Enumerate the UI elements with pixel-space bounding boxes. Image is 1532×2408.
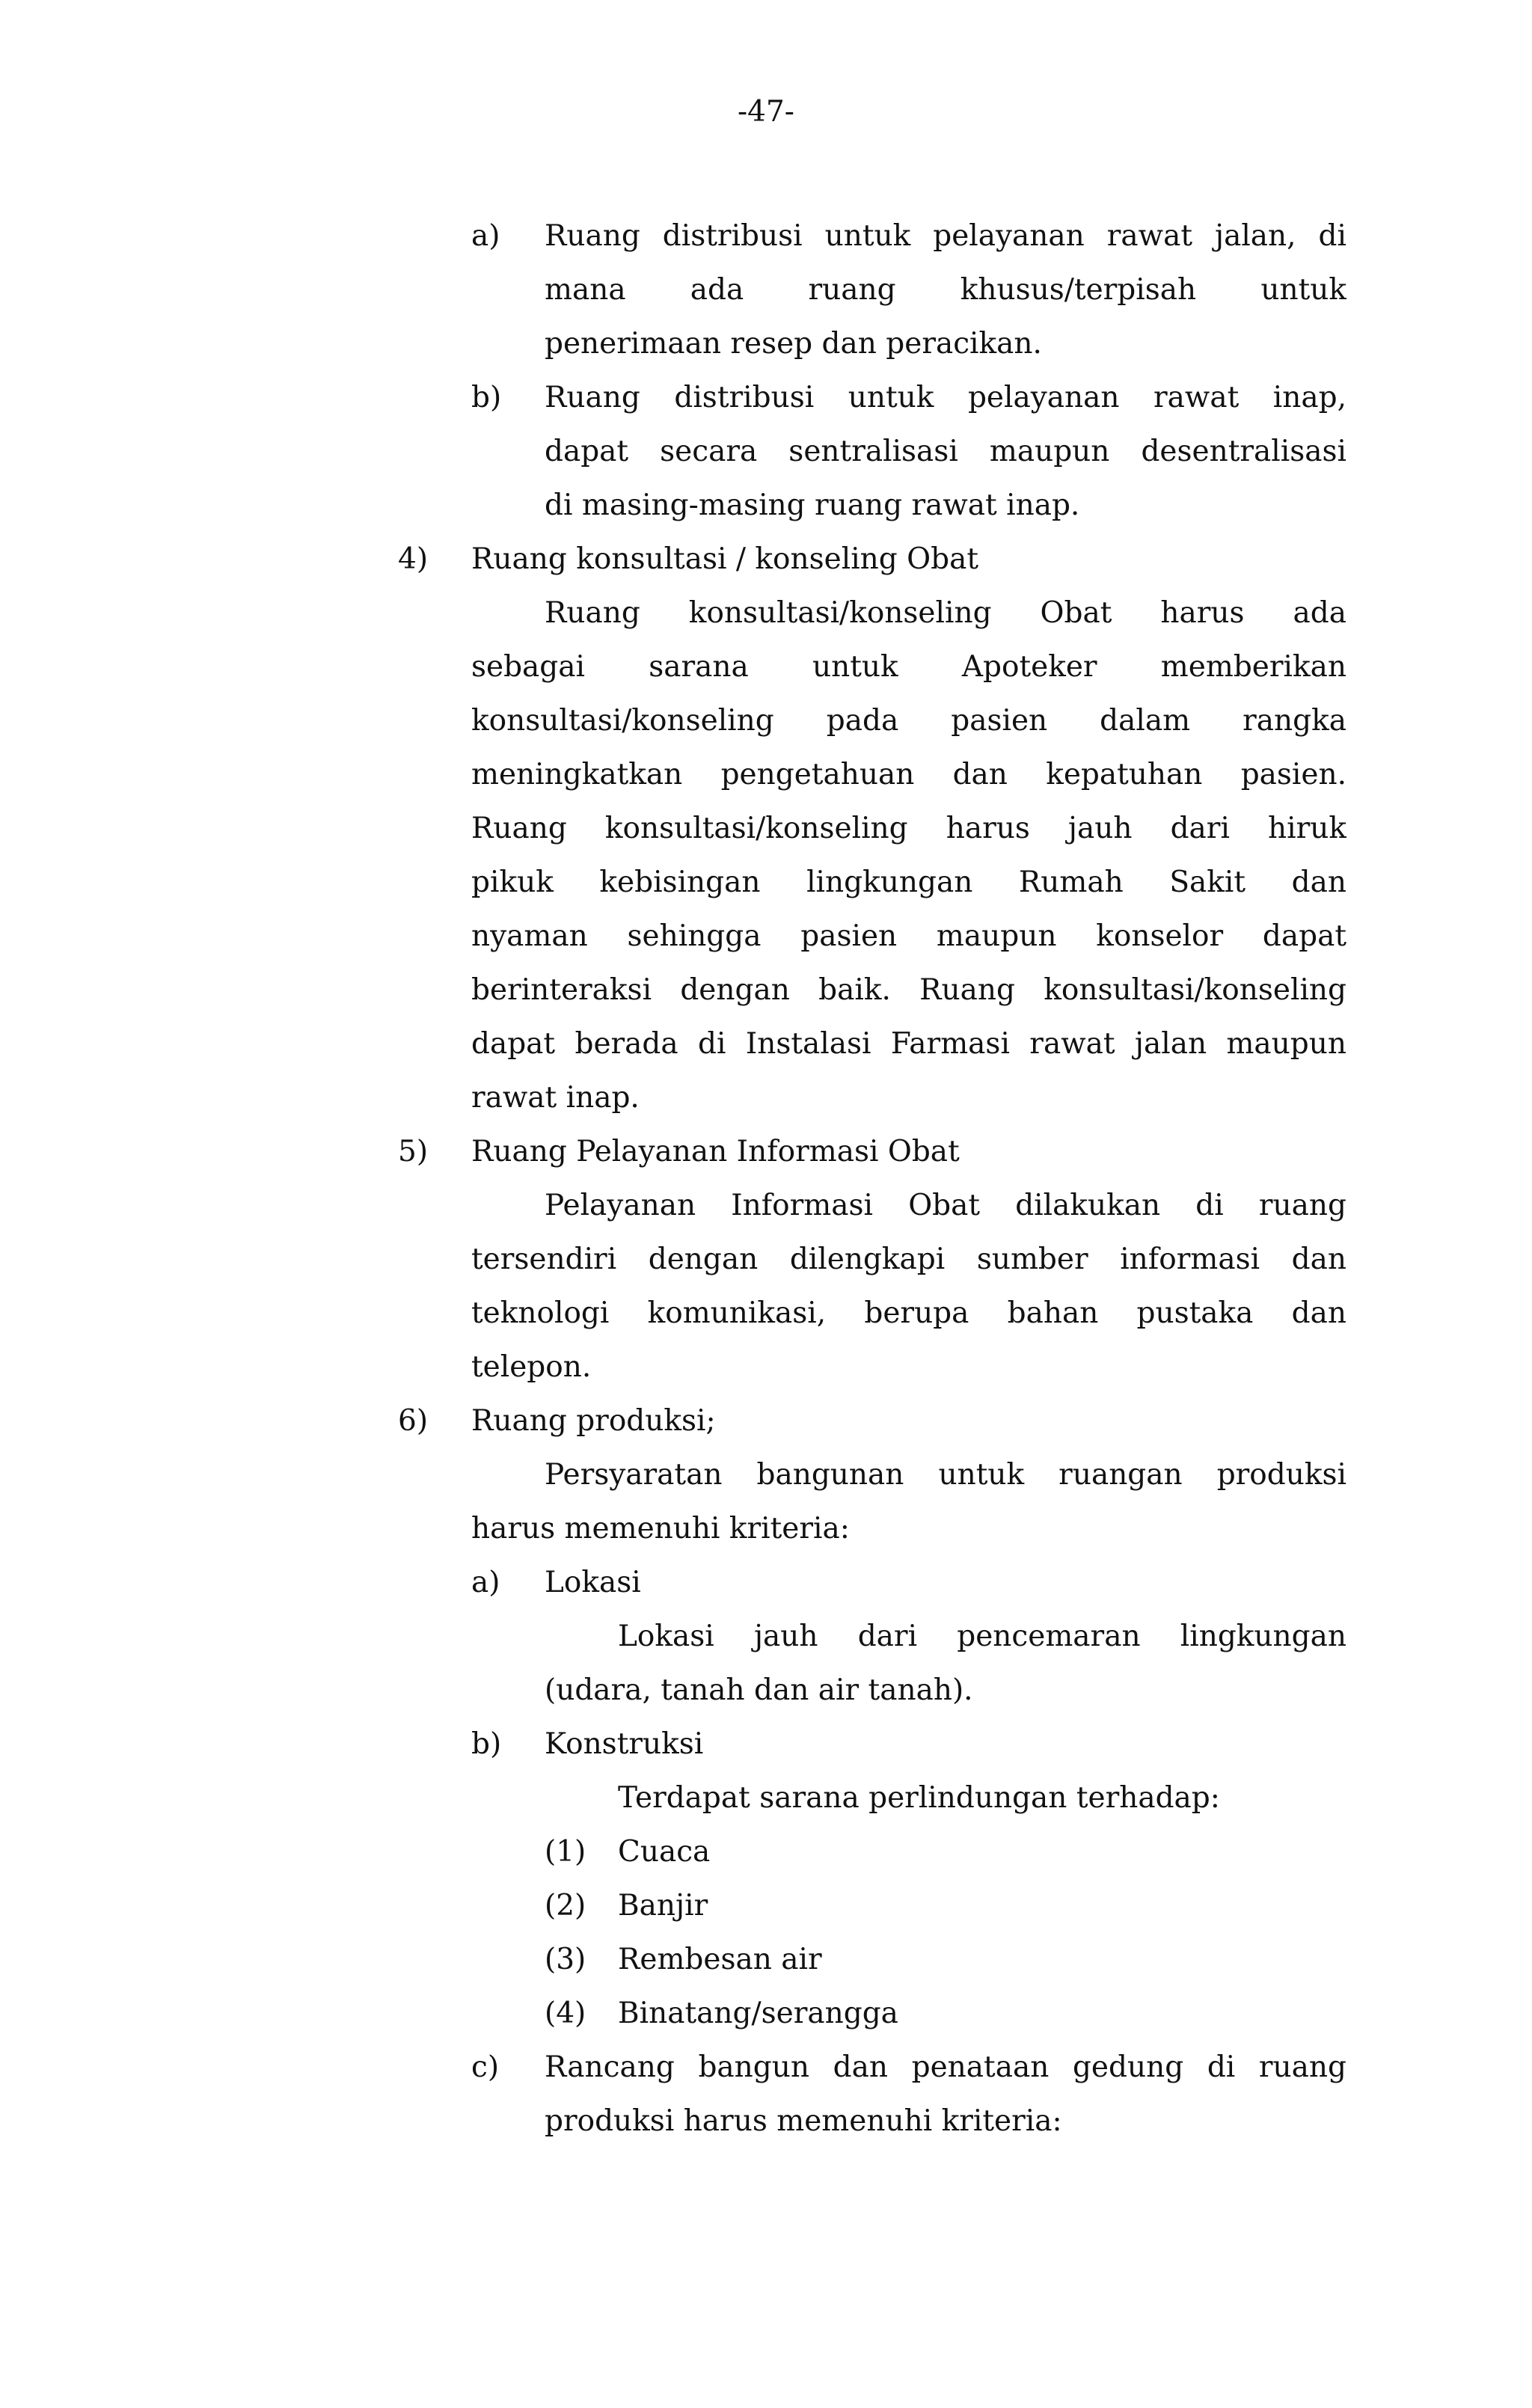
- paragraph-line: konsultasi/konseling pada pasien dalam rangka: [471, 704, 1346, 738]
- paragraph-line: produksi harus memenuhi kriteria:: [545, 2104, 1062, 2138]
- sublist-item: Banjir: [618, 1889, 708, 1923]
- sublist-marker: (4): [545, 1997, 586, 2030]
- paragraph-line: dapat secara sentralisasi maupun desentralisasi: [545, 435, 1346, 468]
- paragraph-line: tersendiri dengan dilengkapi sumber informasi dan: [471, 1243, 1346, 1276]
- paragraph-line: dapat berada di Instalasi Farmasi rawat jalan maupun: [471, 1027, 1346, 1061]
- paragraph-line: Pelayanan Informasi Obat dilakukan di ruang: [545, 1189, 1346, 1222]
- section-marker: 5): [398, 1135, 429, 1168]
- paragraph-line: Ruang distribusi untuk pelayanan rawat inap,: [545, 381, 1346, 414]
- list-item-title: Konstruksi: [545, 1727, 704, 1761]
- sublist-marker: (3): [545, 1943, 586, 1976]
- paragraph-line: penerimaan resep dan peracikan.: [545, 327, 1042, 361]
- list-marker: a): [471, 219, 500, 253]
- paragraph-line: harus memenuhi kriteria:: [471, 1512, 850, 1545]
- list-item-title: Lokasi: [545, 1566, 641, 1599]
- paragraph-line: Terdapat sarana perlindungan terhadap:: [618, 1781, 1220, 1815]
- page-number: -47-: [738, 95, 794, 129]
- list-marker: b): [471, 1727, 502, 1761]
- paragraph-line: Lokasi jauh dari pencemaran lingkungan: [618, 1620, 1346, 1653]
- sublist-item: Rembesan air: [618, 1943, 822, 1976]
- paragraph-line: pikuk kebisingan lingkungan Rumah Sakit dan: [471, 866, 1346, 899]
- section-heading: Ruang konsultasi / konseling Obat: [471, 542, 979, 576]
- paragraph-line: berinteraksi dengan baik. Ruang konsultasi/konseling: [471, 973, 1346, 1007]
- paragraph-line: Rancang bangun dan penataan gedung di ruang: [545, 2050, 1346, 2084]
- sublist-marker: (1): [545, 1835, 586, 1869]
- paragraph-line: telepon.: [471, 1350, 592, 1384]
- sublist-item: Cuaca: [618, 1835, 711, 1869]
- paragraph-line: mana ada ruang khusus/terpisah untuk: [545, 273, 1346, 307]
- paragraph-line: di masing-masing ruang rawat inap.: [545, 488, 1080, 522]
- section-marker: 6): [398, 1404, 429, 1438]
- paragraph-line: sebagai sarana untuk Apoteker memberikan: [471, 650, 1346, 684]
- paragraph-line: (udara, tanah dan air tanah).: [545, 1673, 973, 1707]
- section-heading: Ruang produksi;: [471, 1404, 716, 1438]
- sublist-marker: (2): [545, 1889, 586, 1923]
- section-heading: Ruang Pelayanan Informasi Obat: [471, 1135, 960, 1168]
- paragraph-line: Persyaratan bangunan untuk ruangan produksi: [545, 1458, 1346, 1492]
- sublist-item: Binatang/serangga: [618, 1997, 898, 2030]
- list-marker: b): [471, 381, 502, 414]
- paragraph-line: meningkatkan pengetahuan dan kepatuhan pasien.: [471, 758, 1346, 791]
- paragraph-line: teknologi komunikasi, berupa bahan pustaka dan: [471, 1296, 1346, 1330]
- paragraph-line: rawat inap.: [471, 1081, 640, 1115]
- list-marker: c): [471, 2050, 500, 2084]
- section-marker: 4): [398, 542, 429, 576]
- paragraph-line: Ruang konsultasi/konseling harus jauh dari hiruk: [471, 812, 1346, 845]
- paragraph-line: Ruang distribusi untuk pelayanan rawat jalan, di: [545, 219, 1346, 253]
- list-marker: a): [471, 1566, 500, 1599]
- paragraph-line: Ruang konsultasi/konseling Obat harus ada: [545, 596, 1346, 630]
- paragraph-line: nyaman sehingga pasien maupun konselor dapat: [471, 919, 1346, 953]
